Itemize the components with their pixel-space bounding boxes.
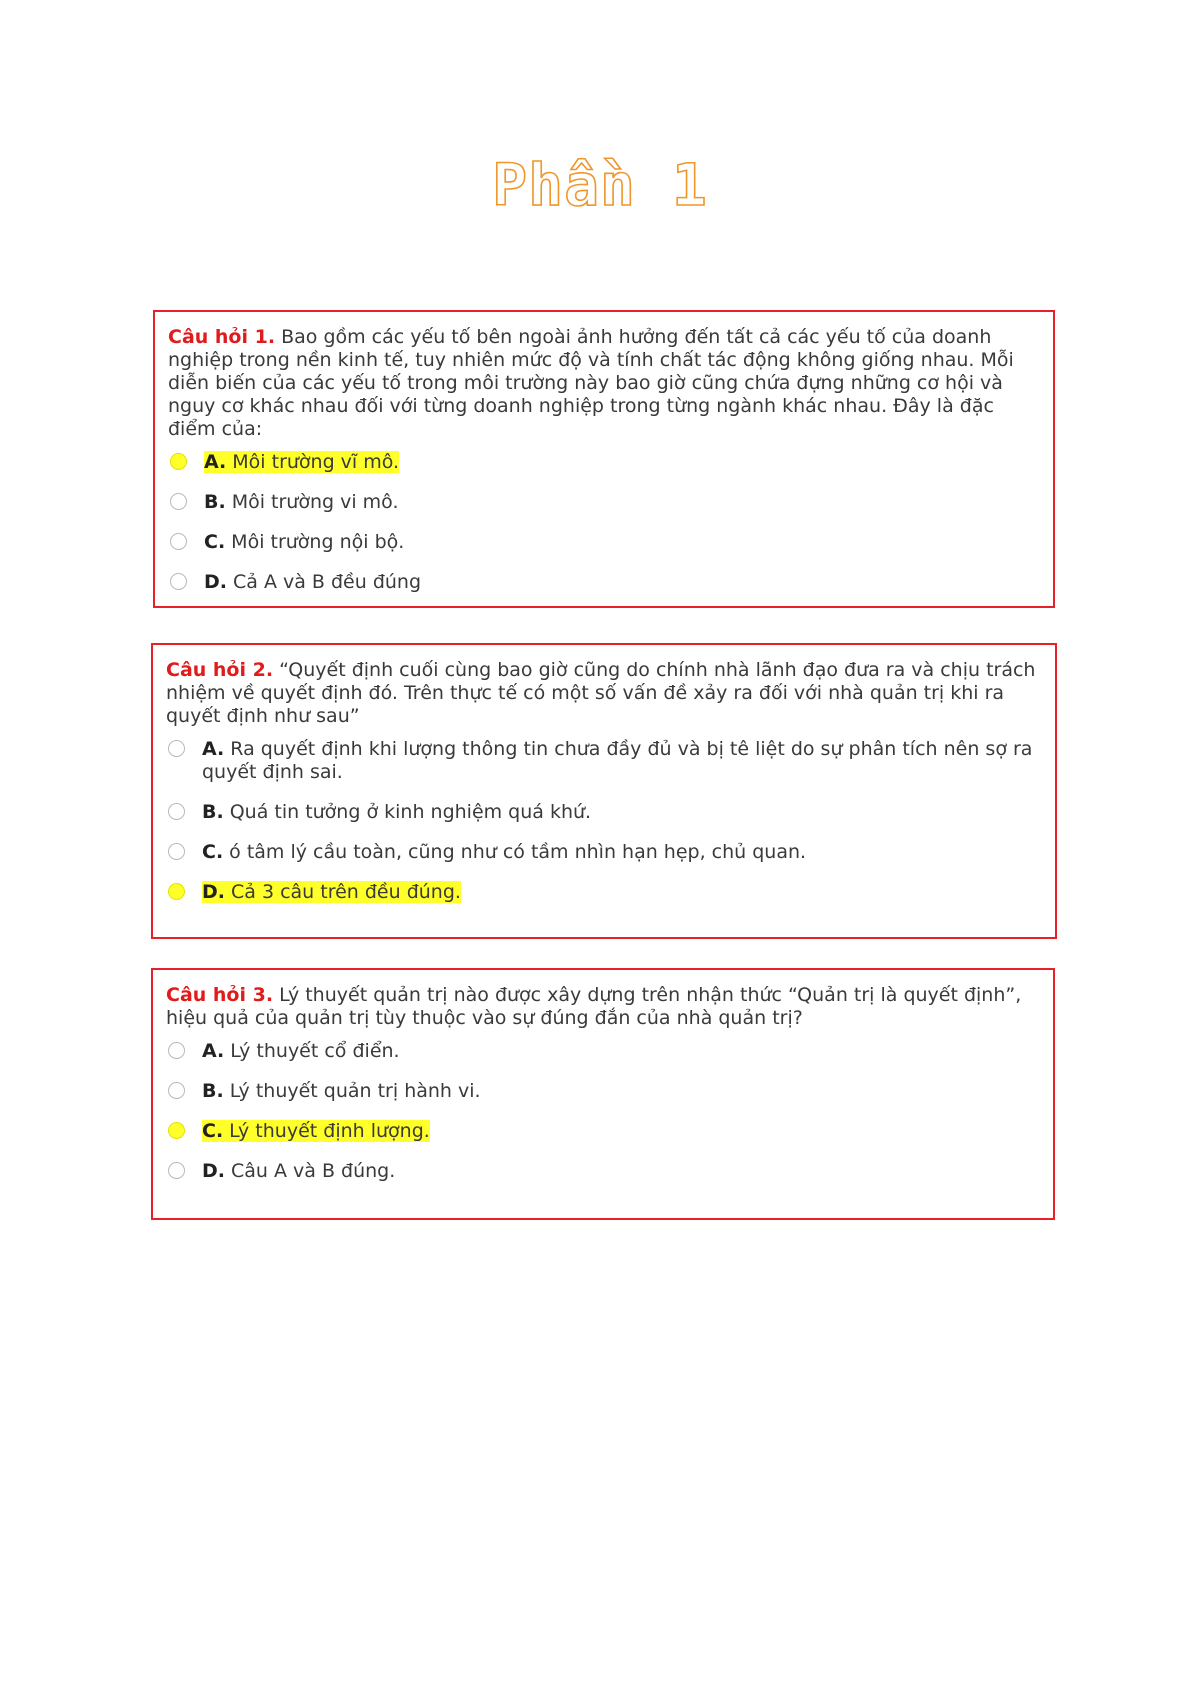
- question-2-option-c[interactable]: [166, 841, 1041, 864]
- question-2-text-block: [166, 659, 1041, 728]
- option-text: Cả A và B đều đúng: [233, 571, 422, 593]
- option-letter: B.: [202, 1080, 224, 1102]
- question-2-option-d[interactable]: [166, 881, 1041, 904]
- option-text: Cả 3 câu trên đều đúng.: [231, 881, 461, 903]
- radio-button-icon[interactable]: [168, 740, 185, 757]
- question-3-option-b[interactable]: [166, 1080, 1039, 1103]
- option-text: Môi trường vi mô.: [231, 491, 399, 513]
- question-2-option-a[interactable]: [166, 738, 1041, 784]
- page-title: Phần 1: [492, 151, 708, 219]
- question-3-box: [151, 968, 1055, 1220]
- option-text: Ra quyết định khi lượng thông tin chưa đầy đủ và bị tê liệt do sự phân tích nên sợ ra quyết định sai.: [202, 738, 1033, 783]
- option-letter: B.: [204, 491, 226, 513]
- option-text: Lý thuyết quản trị hành vi.: [229, 1080, 481, 1102]
- question-2-label: Câu hỏi 2.: [166, 659, 274, 681]
- question-1-box: [153, 310, 1055, 608]
- question-1-label: Câu hỏi 1.: [168, 326, 276, 348]
- question-3-text-block: [166, 984, 1039, 1030]
- option-letter: C.: [204, 531, 226, 553]
- question-3-option-a[interactable]: [166, 1040, 1039, 1063]
- question-3-option-d[interactable]: [166, 1160, 1039, 1183]
- radio-button-icon[interactable]: [168, 803, 185, 820]
- option-text: Môi trường vĩ mô.: [232, 451, 400, 473]
- radio-button-icon[interactable]: [168, 843, 185, 860]
- option-letter: C.: [202, 841, 224, 863]
- answer-highlight: [202, 1120, 430, 1142]
- question-3-options: [166, 1040, 1039, 1183]
- radio-button-icon[interactable]: [168, 1122, 185, 1139]
- radio-button-icon[interactable]: [170, 493, 187, 510]
- option-letter: D.: [202, 881, 225, 903]
- question-3-label: Câu hỏi 3.: [166, 984, 274, 1006]
- option-letter: A.: [202, 738, 225, 760]
- option-letter: C.: [202, 1120, 224, 1142]
- question-3-text: Lý thuyết quản trị nào được xây dựng trên nhận thức “Quản trị là quyết định”, hiệu quả của quản trị tùy thuộc vào sự đúng đắn của nhà quản trị?: [166, 984, 1022, 1029]
- radio-button-icon[interactable]: [170, 453, 187, 470]
- answer-highlight: [202, 881, 461, 903]
- answer-highlight: [204, 451, 399, 473]
- question-1-text-block: [168, 326, 1039, 441]
- radio-button-icon[interactable]: [168, 1162, 185, 1179]
- radio-button-icon[interactable]: [168, 883, 185, 900]
- radio-button-icon[interactable]: [168, 1042, 185, 1059]
- question-2-option-b[interactable]: [166, 801, 1041, 824]
- question-1-option-a[interactable]: [168, 451, 1039, 474]
- radio-button-icon[interactable]: [170, 533, 187, 550]
- question-1-option-d[interactable]: [168, 571, 1039, 594]
- option-letter: A.: [204, 451, 227, 473]
- option-text: Quá tin tưởng ở kinh nghiệm quá khứ.: [229, 801, 592, 823]
- option-letter: B.: [202, 801, 224, 823]
- question-1-option-c[interactable]: [168, 531, 1039, 554]
- option-text: Câu A và B đúng.: [231, 1160, 396, 1182]
- option-letter: A.: [202, 1040, 225, 1062]
- question-3-option-c[interactable]: [166, 1120, 1039, 1143]
- question-2-text: “Quyết định cuối cùng bao giờ cũng do chính nhà lãnh đạo đưa ra và chịu trách nhiệm về quyết định đó. Trên thực tế có một số vấn đề xảy ra đối với nhà quản trị khi ra quyết định như sau”: [166, 659, 1036, 727]
- radio-button-icon[interactable]: [168, 1082, 185, 1099]
- question-1-options: [168, 451, 1039, 594]
- option-text: Môi trường nội bộ.: [231, 531, 405, 553]
- question-2-box: [151, 643, 1057, 939]
- option-text: Lý thuyết định lượng.: [229, 1120, 430, 1142]
- option-text: ó tâm lý cầu toàn, cũng như có tầm nhìn hạn hẹp, chủ quan.: [229, 841, 807, 863]
- radio-button-icon[interactable]: [170, 573, 187, 590]
- question-1-option-b[interactable]: [168, 491, 1039, 514]
- option-letter: D.: [202, 1160, 225, 1182]
- question-2-options: [166, 738, 1041, 904]
- option-letter: D.: [204, 571, 227, 593]
- question-1-text: Bao gồm các yếu tố bên ngoài ảnh hưởng đến tất cả các yếu tố của doanh nghiệp trong nền kinh tế, tuy nhiên mức độ và tính chất tác động không giống nhau. Mỗi diễn biến của các yếu tố trong môi trường này bao giờ cũng chứa đựng những cơ hội và nguy cơ khác nhau đối với từng doanh nghiệp trong từng ngành khác nhau. Đây là đặc điểm của:: [168, 326, 1014, 440]
- option-text: Lý thuyết cổ điển.: [230, 1040, 400, 1062]
